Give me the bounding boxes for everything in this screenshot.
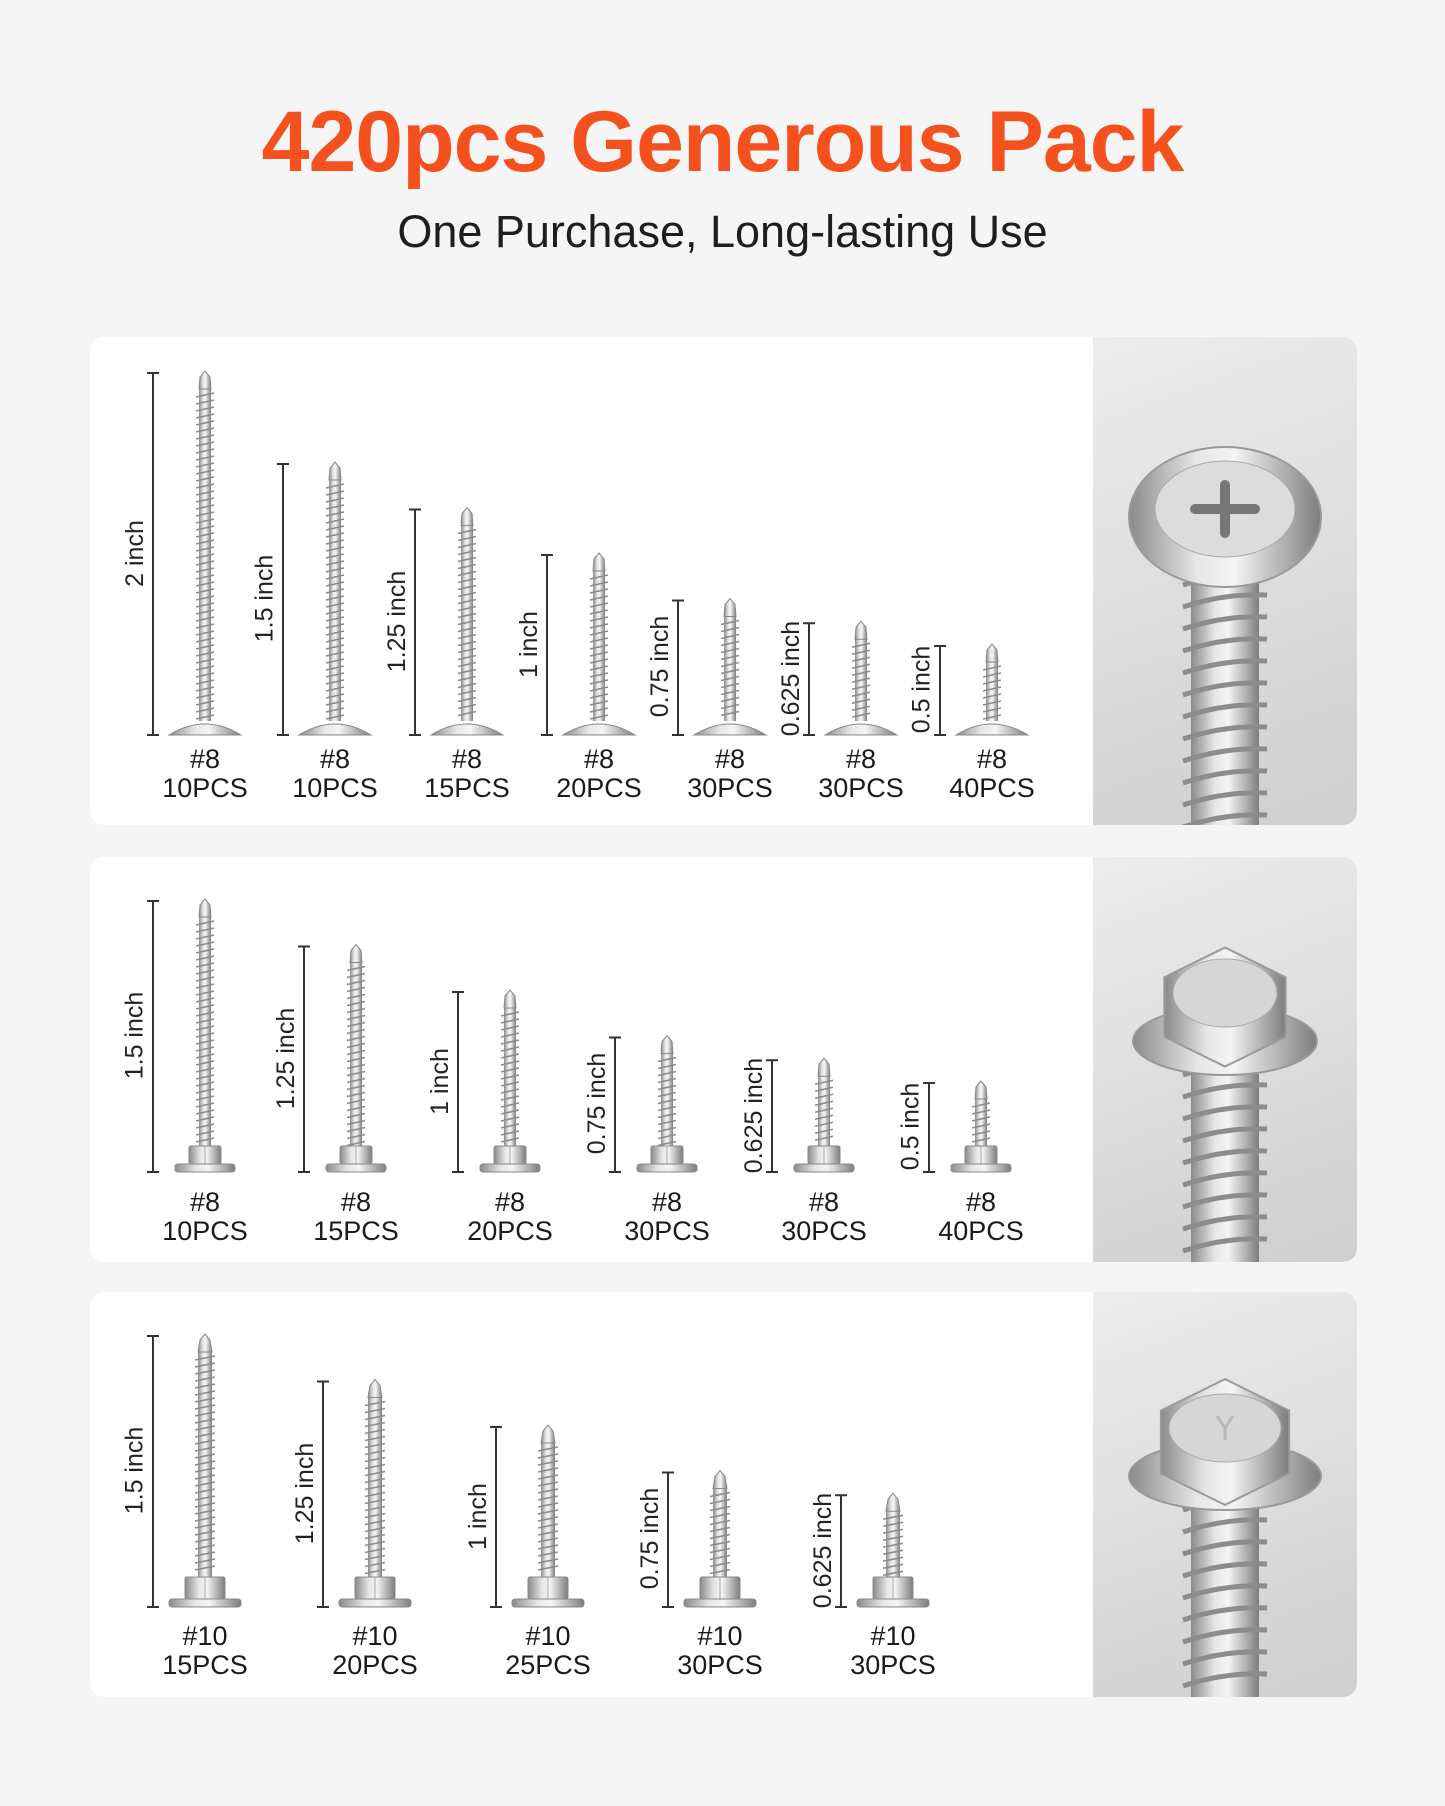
screw-size: #8 <box>494 1187 526 1217</box>
screw-quantity: 30PCS <box>781 1216 867 1246</box>
panel-hex-washer-screws-8 <box>90 857 1357 1262</box>
screw-size: #8 <box>651 1187 683 1217</box>
screw-length-label: 0.75 inch <box>635 1488 664 1590</box>
hex-washer-head <box>857 1577 929 1607</box>
screw-length-label: 1 inch <box>514 610 543 678</box>
screw-length-label: 0.625 inch <box>739 1057 768 1173</box>
screw-quantity: 30PCS <box>850 1650 936 1680</box>
page-title: 420pcs Generous Pack <box>261 94 1184 190</box>
screw-size: #10 <box>352 1621 398 1651</box>
screw-size: #8 <box>319 744 351 774</box>
screw-quantity: 30PCS <box>624 1216 710 1246</box>
screw-size: #10 <box>525 1621 571 1651</box>
screw-size: #8 <box>189 1187 221 1217</box>
panel-truss-phillips-screws <box>90 337 1357 825</box>
screw-size: #8 <box>965 1187 997 1217</box>
screw-quantity: 10PCS <box>162 1216 248 1246</box>
screw-length-label: 0.625 inch <box>776 620 805 736</box>
screw-length-label: 1.25 inch <box>290 1442 319 1544</box>
screw-quantity: 20PCS <box>467 1216 553 1246</box>
panel-hex-washer-screws-10 <box>90 1292 1357 1697</box>
drill-tip <box>986 644 998 662</box>
screw-length-label: 1.25 inch <box>382 570 411 672</box>
screw-quantity: 15PCS <box>313 1216 399 1246</box>
screw-size: #10 <box>697 1621 743 1651</box>
screw-length-label: 1.5 inch <box>120 991 149 1080</box>
screw-size: #8 <box>808 1187 840 1217</box>
screw-length-label: 0.625 inch <box>808 1492 837 1608</box>
truss-head <box>956 724 1028 735</box>
screw-quantity: 40PCS <box>949 773 1035 803</box>
screw-size: #8 <box>340 1187 372 1217</box>
screw-length-label: 1 inch <box>425 1047 454 1115</box>
screw-caption <box>906 1188 1056 1246</box>
screw-closeup-illustration <box>1093 337 1357 825</box>
screw-caption <box>917 745 1067 803</box>
hex-washer-screw-photo-large <box>1093 1292 1357 1697</box>
screw-size: #8 <box>451 744 483 774</box>
screw-length-label: 0.75 inch <box>582 1053 611 1155</box>
screw-length-label: 0.75 inch <box>645 616 674 718</box>
screw-quantity: 20PCS <box>556 773 642 803</box>
drill-tip <box>886 1493 900 1511</box>
page-subtitle: One Purchase, Long-lasting Use <box>397 206 1048 257</box>
screw-quantity: 25PCS <box>505 1650 591 1680</box>
hex-washer-screw-photo <box>1093 857 1357 1262</box>
screw-quantity: 40PCS <box>938 1216 1024 1246</box>
screw-size: #8 <box>714 744 746 774</box>
screw-size: #10 <box>870 1621 916 1651</box>
screw-size: #10 <box>182 1621 228 1651</box>
screw-size: #8 <box>189 744 221 774</box>
screw-size: #8 <box>583 744 615 774</box>
screw-quantity: 15PCS <box>162 1650 248 1680</box>
screw-quantity: 30PCS <box>818 773 904 803</box>
screw-quantity: 15PCS <box>424 773 510 803</box>
screw-length-label: 1.25 inch <box>271 1007 300 1109</box>
screw-length-label: 0.5 inch <box>907 645 936 734</box>
screw-drawing <box>90 337 1090 757</box>
hex-washer-head <box>951 1146 1011 1172</box>
screw-quantity: 30PCS <box>677 1650 763 1680</box>
screw-size: #8 <box>845 744 877 774</box>
screw-closeup-illustration <box>1093 857 1357 1262</box>
screw-quantity: 20PCS <box>332 1650 418 1680</box>
screw-quantity: 10PCS <box>292 773 378 803</box>
screw-length-label: 1.5 inch <box>120 1426 149 1515</box>
screw-length-label: 1.5 inch <box>250 554 279 643</box>
screw-closeup-illustration <box>1093 1292 1357 1697</box>
screw-caption <box>818 1622 968 1680</box>
screw-length-label: 1 inch <box>463 1482 492 1550</box>
screw-quantity: 30PCS <box>687 773 773 803</box>
screw-size: #8 <box>976 744 1008 774</box>
screw-quantity: 10PCS <box>162 773 248 803</box>
truss-head-screw-photo <box>1093 337 1357 825</box>
drill-tip <box>975 1081 987 1099</box>
screw-length-label: 0.5 inch <box>896 1082 925 1171</box>
screw-length-label: 2 inch <box>120 519 149 587</box>
